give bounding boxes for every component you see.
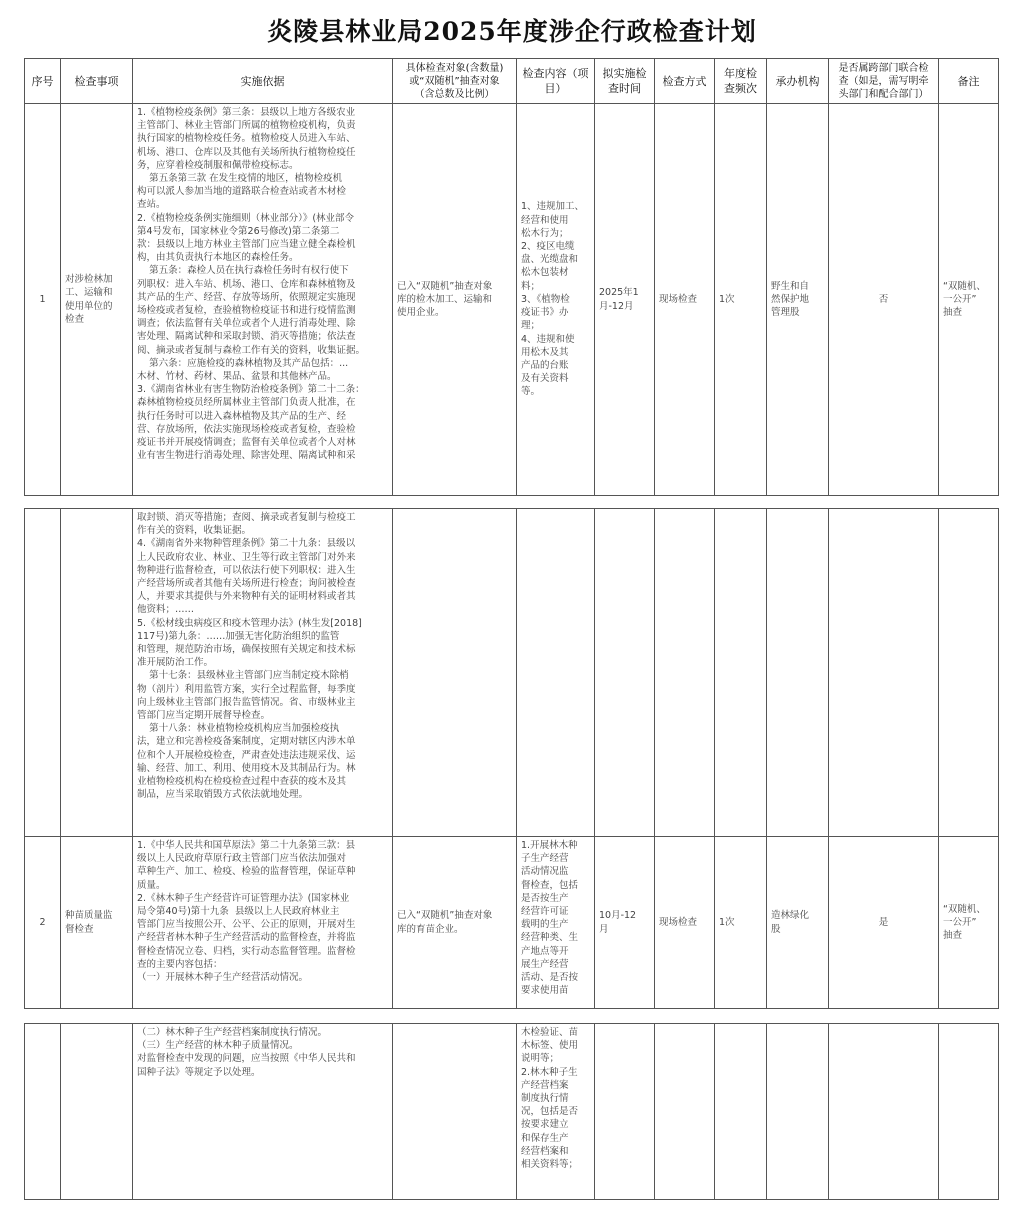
- table-row: [25, 104, 999, 496]
- row-content: 1、违规加工、 经营和使用 松木行为； 2、疫区电缆 盘、光缆盘和 松木包装材 料； 3、《植物检 疫证书》办 理； 4、违规和使 用松木及其 产品的台账 及有关资料 等。: [521, 201, 585, 398]
- row-item: 对涉检林加 工、运输和 使用单位的 检查: [65, 274, 113, 325]
- row-time: 10月-12 月: [599, 910, 637, 935]
- row-basis: 取封锁、消灭等措施；查阅、摘录或者复制与检疫工 作有关的资料，收集证据。 4.《湖南省外来物种管理条例》第二十九条：县级以 上人民政府农业、林业、卫生等行政主管部门对外来 物种进行监督检查，可以依法行使下列职权：进入生 产经营场所或者其他有关场所进行检查；询问被检查 人，并要求其提供与外来物种有关的证明材料或者其 他资料；…… 5.《松材线虫病疫区和疫木管理办法》(林生发[2018] 117号)第九条：……加强无害化防治组织的监管 和管理，规范防治市场，确保按照有关规定和技术标 准开展防治工作。 第十七条：县级林业主管部门应当制定疫木除梢 物（剖片）利用监管方案，实行全过程监督，每季度 向上级林业主管部门报告监管情况。省、市级林业主 管部门应当定期开展督导检查。 第十八条：林业植物检疫机构应当加强检疫执 法，建立和完善检疫备案制度，定期对辖区内涉木单 位和个人开展检疫检查，严肃查处违法违规采伐、运 输、经营、加工、利用、使用疫木及其制品行为。林 业植物检疫机构在检疫检查过程中查获的疫木及其 制品，应当采取销毁方式依法就地处理。: [137, 512, 362, 801]
- header-method: 检查方式: [655, 59, 715, 104]
- row-target: 已入“双随机”抽查对象 库的检木加工、运输和 使用企业。: [397, 280, 493, 319]
- header-basis: 实施依据: [133, 59, 393, 104]
- row-basis: 1.《植物检疫条例》第三条：县级以上地方各级农业 主管部门、林业主管部门所属的植物检疫机构，负责 执行国家的植物检疫任务。植物检疫人员进入车站、 机场、港口、仓库以及其他有关场所执行植物检疫任 务，应穿着检疫制服和佩带检疫标志。 第五条第三款 在发生疫情的地区，植物检疫机 构可以派人参加当地的道路联合检查站或者木材检 查站。 2.《植物检疫条例实施细则（林业部分）》(林业部令 第4号发布，国家林业令第26号修改)第二条第二 款：县级以上地方林业主管部门应当建立健全森检机 构，由其负责执行本地区的森检任务。 第五条：森检人员在执行森检任务时有权行使下 列职权：进入车站、机场、港口、仓库和森林植物及 其产品的生产、经营、存放等场所，依照规定实施现 场检疫或者复检，查验植物检疫证书和进行疫情监测 调查；依法监督有关单位或者个人进行消毒处理、除 害处理、隔离试种和采取封锁、消灭等措施；依法查 阅、摘录或者复制与森检工作有关的资料，收集证据。 第六条：应施检疫的森林植物及其产品包括：... 木材、竹材、药材、果品、盆景和其他林产品。 3.《湖南省林业有害生物防治检疫条例》第二十二条： 森林植物检疫员经所属林业主管部门负责人批准，在 执行任务时可以进入森林植物及其产品的生产、经 营、存放场所，依法实施现场检疫或者复检，查验检 疫证书并开展疫情调查；监督有关单位或者个人对林 业有害生物进行消毒处理、除害处理、隔离试种和采: [137, 107, 366, 462]
- row-freq: 1次: [719, 293, 735, 305]
- table-header-row: [25, 59, 999, 104]
- row-method: 现场检查: [659, 916, 698, 928]
- page-title: 炎陵县林业局2025年度涉企行政检查计划: [267, 17, 757, 46]
- inspection-plan-table: [24, 58, 999, 496]
- header-remark: 备注: [939, 59, 999, 104]
- header-target: 具体检查对象(含数量) 或“双随机”抽查对象 （含总数及比例）: [393, 59, 517, 104]
- row-basis: （二）林木种子生产经营档案制度执行情况。 （三）生产经营的林木种子质量情况。 对监督检查中发现的问题，应当按照《中华人民共和 国种子法》等规定予以处理。: [137, 1027, 356, 1078]
- row-item: 种苗质量监 督检查: [65, 910, 113, 935]
- row-joint: 否: [878, 293, 889, 305]
- row-agency: 造林绿化 股: [771, 910, 810, 935]
- header-no: 序号: [25, 59, 61, 104]
- table-row: [25, 837, 999, 1009]
- table-row: [25, 1024, 999, 1200]
- row-content: 木检验证、苗 木标签、使用 说明等； 2.林木种子生 产经营档案 制度执行情 况，包括是否 按要求建立 和保存生产 经营档案和 相关资料等；: [521, 1027, 579, 1171]
- row-agency: 野生和自 然保护地 管理股: [771, 280, 810, 319]
- header-content: 检查内容（项 目）: [517, 59, 595, 104]
- row-method: 现场检查: [659, 293, 698, 305]
- row-no: 1: [39, 293, 46, 305]
- row-remark: “双随机、 一公开” 抽查: [943, 903, 986, 942]
- header-time: 拟实施检 查时间: [595, 59, 655, 104]
- row-time: 2025年1 月-12月: [599, 287, 639, 312]
- row-remark: “双随机、 一公开” 抽查: [943, 280, 986, 319]
- row-content: 1.开展林木种 子生产经营 活动情况监 督检查，包括 是否按生产 经营许可证 载明的生产 经营种类、生 产地点等开 展生产经营 活动、是否按 要求使用苗: [521, 840, 579, 997]
- inspection-plan-table-continued: [24, 508, 999, 1009]
- row-freq: 1次: [719, 916, 735, 928]
- header-agency: 承办机构: [767, 59, 829, 104]
- header-joint: 是否属跨部门联合检 查（如是，需写明牵 头部门和配合部门）: [829, 59, 939, 104]
- header-item: 检查事项: [61, 59, 133, 104]
- row-basis: 1.《中华人民共和国草原法》第二十九条第三款：县 级以上人民政府草原行政主管部门应当依法加强对 草种生产、加工、检疫、检验的监督管理，保证草种 质量。 2.《林木种子生产经营许可证管理办法》(国家林业 局令第40号)第十九条 县级以上人民政府林业主 管部门应当按照公开、公平、公正的原则，开展对生 产经营者林木种子生产经营活动的监督检查，并将监 督检查情况立卷、归档，实行动态监督管理。监督检 查的主要内容包括： （一）开展林木种子生产经营活动情况。: [137, 840, 356, 984]
- table-row: [25, 509, 999, 837]
- header-freq: 年度检 查频次: [715, 59, 767, 104]
- row-no: 2: [39, 916, 46, 928]
- row-joint: 是: [878, 916, 889, 928]
- row-target: 已入“双随机”抽查对象 库的育苗企业。: [397, 910, 493, 935]
- inspection-plan-table-continued: [24, 1023, 999, 1200]
